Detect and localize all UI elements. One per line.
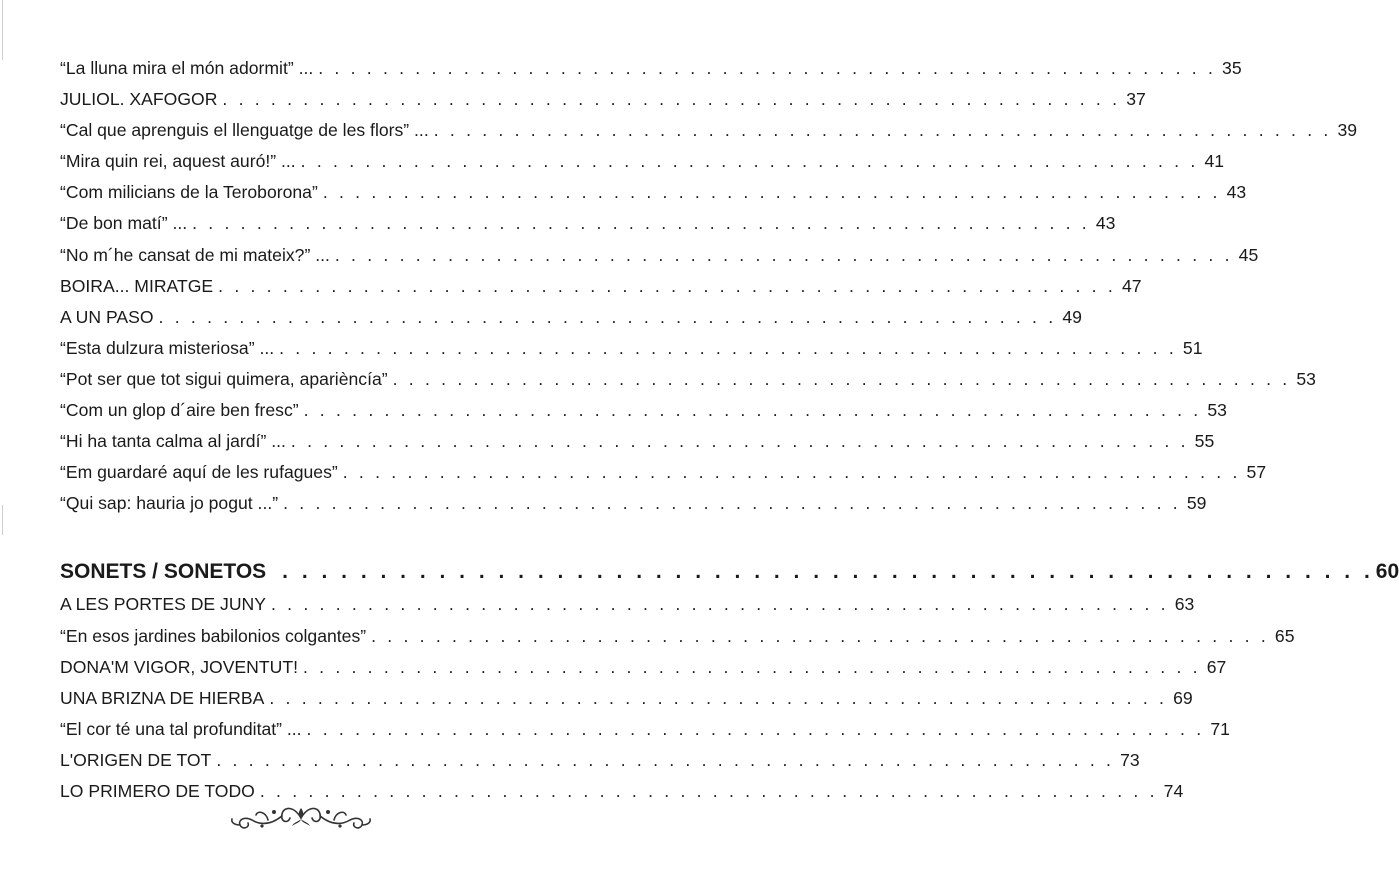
toc-entry[interactable] (60, 275, 1142, 307)
page-margin-mark (2, 0, 3, 60)
dot-leader: . . . . . . . . . . . . . . . . . . . . . . . . . . . . . . . . . . . . . . . . . . . . . . . . . . . . . . . . (322, 182, 1221, 203)
toc-entry[interactable] (60, 337, 1203, 369)
dot-leader: . . . . . . . . . . . . . . . . . . . . . . . . . . . . . . . . . . . . . . . . . . . . . . . . . . . . . . . . (283, 493, 1181, 514)
entry-page-number: 55 (1194, 431, 1215, 452)
entry-page-number: 71 (1210, 718, 1230, 739)
dot-leader: . . . . . . . . . . . . . . . . . . . . . . . . . . . . . . . . . . . . . . . . . . . . . . . . . . . . . . . . (290, 431, 1189, 452)
dot-leader: . . . . . . . . . . . . . . . . . . . . . . . . . . . . . . . . . . . . . . . . . . . . . . . . . . . . . . . . (270, 594, 1169, 615)
toc-entry[interactable] (60, 368, 1316, 400)
entry-page-number: 59 (1186, 493, 1207, 514)
entry-page-number: 73 (1120, 749, 1140, 770)
entry-title: “En esos jardines babilonios colgantes” (60, 625, 367, 646)
entry-page-number: 43 (1095, 213, 1116, 234)
entry-page-number: 63 (1174, 594, 1195, 615)
entry-page-number: 37 (1126, 89, 1146, 110)
entry-title: “No m´he cansat de mi mateix?” ... (60, 244, 330, 265)
table-of-contents (60, 58, 1399, 812)
dot-leader: . . . . . . . . . . . . . . . . . . . . . . . . . . . . . . . . . . . . . . . . . . . . . . . . . . . . . . . . (334, 244, 1233, 265)
entry-title: DONA'M VIGOR, JOVENTUT! (60, 656, 298, 677)
dot-leader: . . . . . . . . . . . . . . . . . . . . . . . . . . . . . . . . . . . . . . . . . . . . . . . . . . . . . . . . (303, 400, 1202, 421)
entry-page-number: 45 (1238, 244, 1259, 265)
entry-page-number: 53 (1296, 368, 1316, 389)
entry-title: BOIRA... MIRATGE (60, 275, 214, 296)
toc-entry[interactable] (60, 151, 1225, 182)
entry-page-number: 51 (1182, 337, 1203, 358)
entry-title: “Com milicians de la Teroborona” (60, 182, 318, 203)
toc-entry[interactable] (60, 58, 1242, 89)
dot-leader: . . . . . . . . . . . . . . . . . . . . . . . . . . . . . . . . . . . . . . . . . . . . . . . . . . . . . . . . (342, 462, 1241, 483)
toc-entry[interactable] (60, 594, 1195, 625)
entry-page-number: 41 (1204, 151, 1225, 172)
entry-page-number: 74 (1163, 780, 1184, 801)
dot-leader: . . . . . . . . . . . . . . . . . . . . . . . . . . . . . . . . . . . . . . . . . . . . . . . . . . . . . . . . (306, 718, 1205, 739)
entry-page-number: 43 (1226, 182, 1247, 203)
entry-title: UNA BRIZNA DE HIERBA (60, 687, 265, 708)
dot-leader: . . . . . . . . . . . . . . . . . . . . . . . . . . . . . . . . . . . . . . . . . . . . . . . . . . . . . . . . (282, 560, 1374, 584)
toc-entry-list (60, 58, 1358, 524)
page-margin-mark (2, 505, 3, 535)
entry-title: “Mira quin rei, aquest auró!” ... (60, 151, 296, 172)
entry-title: “Em guardaré aquí de les rufagues” (60, 462, 338, 483)
entry-page-number: 69 (1173, 687, 1193, 708)
entry-title: A UN PASO (60, 306, 154, 327)
decorative-flourish-icon (228, 798, 374, 838)
section-title: SONETS / SONETOS (60, 560, 267, 584)
entry-title: “El cor té una tal profunditat” ... (60, 718, 302, 739)
entry-page-number: 53 (1207, 400, 1227, 421)
toc-entry[interactable] (60, 493, 1207, 524)
entry-title: “Qui sap: hauria jo pogut ...” (60, 493, 279, 514)
entry-title: “Pot ser que tot sigui quimera, aparièncía” (60, 368, 388, 389)
dot-leader: . . . . . . . . . . . . . . . . . . . . . . . . . . . . . . . . . . . . . . . . . . . . . . . . . . . . . . . . (158, 306, 1057, 327)
entry-title: L'ORIGEN DE TOT (60, 749, 212, 770)
toc-entry[interactable] (60, 213, 1116, 244)
entry-title: JULIOL. XAFOGOR (60, 89, 218, 110)
dot-leader: . . . . . . . . . . . . . . . . . . . . . . . . . . . . . . . . . . . . . . . . . . . . . . . . . . . . . . . . (222, 89, 1121, 110)
entry-title: “Esta dulzura misteriosa” ... (60, 337, 275, 358)
toc-section-heading[interactable] (60, 560, 1399, 594)
section-gap (60, 524, 542, 560)
entry-title: “De bon matí” ... (60, 213, 188, 234)
dot-leader: . . . . . . . . . . . . . . . . . . . . . . . . . . . . . . . . . . . . . . . . . . . . . . . . . . . . . . . . (318, 58, 1217, 78)
dot-leader: . . . . . . . . . . . . . . . . . . . . . . . . . . . . . . . . . . . . . . . . . . . . . . . . . . . . . . . . (300, 151, 1199, 172)
entry-title: “Com un glop d´aire ben fresc” (60, 400, 299, 421)
toc-entry[interactable] (60, 306, 1082, 338)
toc-entry[interactable] (60, 718, 1230, 750)
toc-entry-list (60, 594, 1295, 812)
dot-leader: . . . . . . . . . . . . . . . . . . . . . . . . . . . . . . . . . . . . . . . . . . . . . . . . . . . . . . . . (259, 780, 1158, 801)
dot-leader: . . . . . . . . . . . . . . . . . . . . . . . . . . . . . . . . . . . . . . . . . . . . . . . . . . . . . . . . (279, 337, 1177, 358)
entry-title: LO PRIMERO DE TODO (60, 780, 255, 801)
entry-page-number: 35 (1222, 58, 1242, 78)
dot-leader: . . . . . . . . . . . . . . . . . . . . . . . . . . . . . . . . . . . . . . . . . . . . . . . . . . . . . . . . (216, 749, 1115, 770)
entry-page-number: 47 (1121, 275, 1142, 296)
toc-entry[interactable] (60, 749, 1140, 781)
toc-entry[interactable] (60, 462, 1267, 493)
dot-leader: . . . . . . . . . . . . . . . . . . . . . . . . . . . . . . . . . . . . . . . . . . . . . . . . . . . . . . . . (192, 213, 1090, 234)
entry-page-number: 67 (1206, 656, 1227, 677)
dot-leader: . . . . . . . . . . . . . . . . . . . . . . . . . . . . . . . . . . . . . . . . . . . . . . . . . . . . . . . . (433, 120, 1332, 141)
toc-entry[interactable] (60, 182, 1247, 213)
toc-entry[interactable] (60, 400, 1227, 431)
toc-entry[interactable] (60, 244, 1259, 276)
entry-title: “La lluna mira el món adormit” ... (60, 58, 314, 78)
entry-page-number: 39 (1337, 120, 1358, 141)
entry-page-number: 57 (1246, 462, 1267, 483)
entry-page-number: 65 (1274, 625, 1295, 646)
toc-entry[interactable] (60, 687, 1193, 719)
dot-leader: . . . . . . . . . . . . . . . . . . . . . . . . . . . . . . . . . . . . . . . . . . . . . . . . . . . . . . . . (218, 275, 1116, 296)
dot-leader: . . . . . . . . . . . . . . . . . . . . . . . . . . . . . . . . . . . . . . . . . . . . . . . . . . . . . . . . (392, 368, 1291, 389)
dot-leader: . . . . . . . . . . . . . . . . . . . . . . . . . . . . . . . . . . . . . . . . . . . . . . . . . . . . . . . . (371, 625, 1269, 646)
toc-entry[interactable] (60, 431, 1215, 462)
dot-leader: . . . . . . . . . . . . . . . . . . . . . . . . . . . . . . . . . . . . . . . . . . . . . . . . . . . . . . . . (269, 687, 1168, 708)
section-page-number: 60 (1375, 560, 1399, 584)
toc-entry[interactable] (60, 120, 1358, 151)
toc-entry[interactable] (60, 89, 1146, 120)
toc-entry[interactable] (60, 625, 1295, 657)
dot-leader: . . . . . . . . . . . . . . . . . . . . . . . . . . . . . . . . . . . . . . . . . . . . . . . . . . . . . . . . (302, 656, 1201, 677)
toc-entry[interactable] (60, 656, 1227, 688)
entry-title: A LES PORTES DE JUNY (60, 594, 266, 615)
entry-title: “Cal que aprenguis el llenguatge de les flors” ... (60, 120, 429, 141)
entry-page-number: 49 (1062, 306, 1082, 327)
entry-title: “Hi ha tanta calma al jardí” ... (60, 431, 286, 452)
